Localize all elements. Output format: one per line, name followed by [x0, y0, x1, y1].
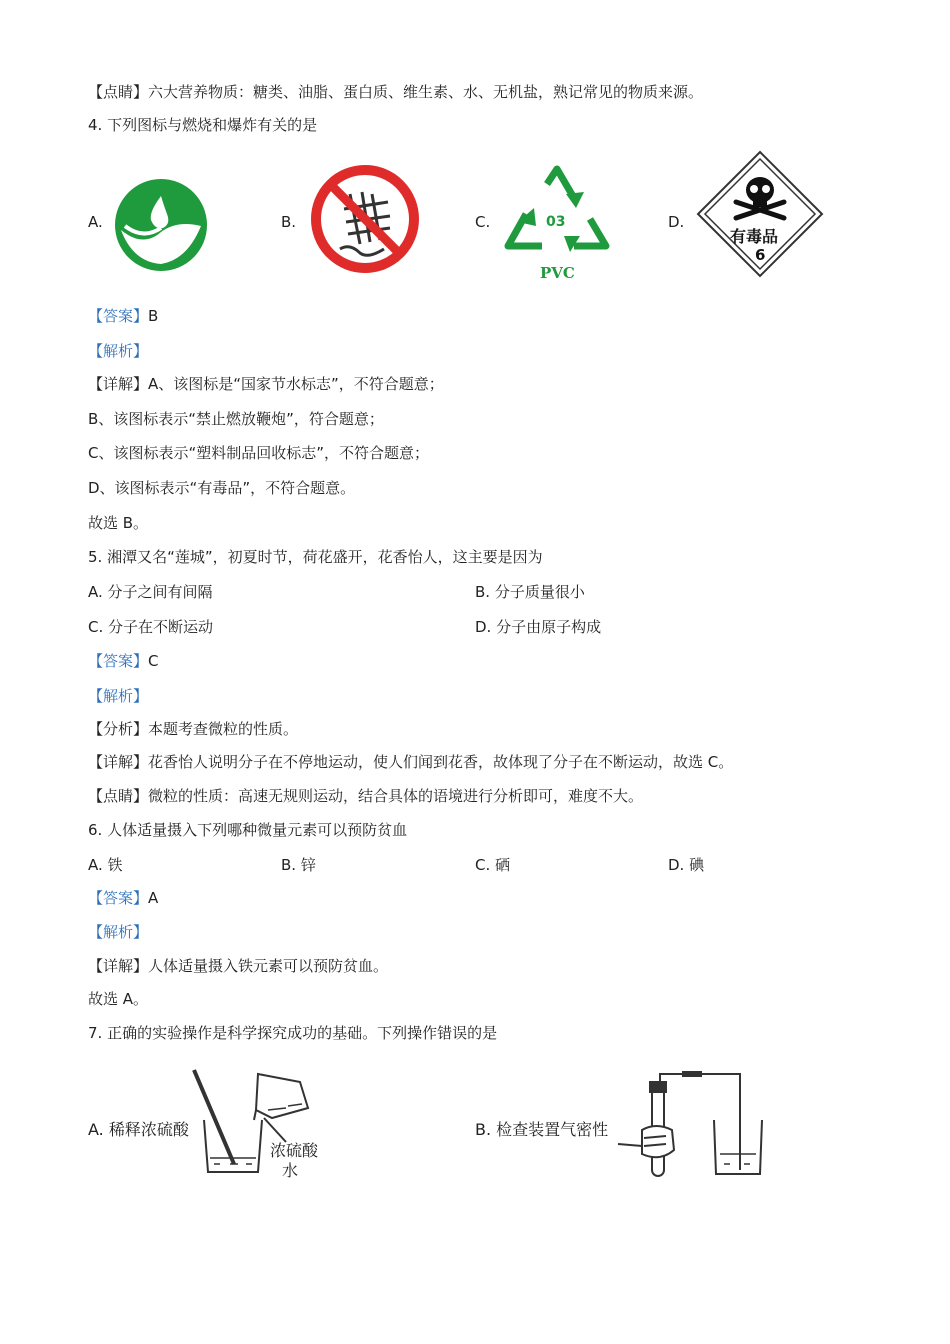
- q5-answer-value: C: [148, 652, 159, 670]
- q4-option-b-label: B.: [281, 213, 297, 231]
- q4-answer-value: B: [148, 307, 159, 325]
- answer-tag: 【答案】: [88, 307, 149, 325]
- q5-stem: 5. 湘潭又名“莲城”，初夏时节，荷花盛开，花香怡人，这主要是因为: [88, 548, 543, 566]
- q6-option-c: C. 硒: [475, 856, 511, 874]
- q4-line-b: B、该图标表示“禁止燃放鞭炮”，符合题意；: [88, 410, 384, 428]
- q6-conclusion: 故选 A。: [88, 990, 149, 1008]
- q6-option-b: B. 锌: [281, 856, 316, 874]
- answer-tag: 【答案】: [88, 889, 149, 907]
- toxic-text: 有毒品: [730, 227, 779, 246]
- q6-option-d: D. 碘: [668, 856, 705, 874]
- q4-stem: 4. 下列图标与燃烧和爆炸有关的是: [88, 116, 318, 134]
- q7-option-b: B. 检查装置气密性: [475, 1120, 609, 1139]
- q7-stem: 7. 正确的实验操作是科学探究成功的基础。下列操作错误的是: [88, 1024, 498, 1042]
- answer-tag: 【答案】: [88, 652, 149, 670]
- q4-line-c: C、该图标表示“塑料制品回收标志”，不符合题意；: [88, 444, 430, 462]
- q4-option-c-label: C.: [475, 213, 491, 231]
- q5-option-b: B. 分子质量很小: [475, 583, 585, 601]
- q4-analysis-tag: 【解析】: [88, 342, 149, 360]
- pvc-code: 03: [546, 214, 566, 230]
- q5-answer: [88, 651, 159, 671]
- q4-answer: [88, 306, 158, 326]
- q6-detail: 【详解】人体适量摄入铁元素可以预防贫血。: [88, 957, 389, 975]
- q4-option-a-label: A.: [88, 213, 103, 231]
- q7-label-acid: 浓硫酸: [270, 1141, 319, 1160]
- toxic-number: 6: [755, 246, 766, 264]
- q7-label-water: 水: [282, 1161, 299, 1180]
- q6-answer-value: A: [148, 889, 159, 907]
- pvc-text: PVC: [540, 264, 575, 282]
- q5-option-a: A. 分子之间有间隔: [88, 583, 213, 601]
- dilute-acid-diagram: [190, 1068, 330, 1184]
- q5-option-c: C. 分子在不断运动: [88, 618, 214, 636]
- q6-option-a: A. 铁: [88, 856, 123, 874]
- q4-detail: 【详解】A、该图标是“国家节水标志”，不符合题意；: [88, 375, 444, 393]
- q7-option-a: A. 稀释浓硫酸: [88, 1120, 189, 1139]
- q4-line-d: D、该图标表示“有毒品”，不符合题意。: [88, 479, 356, 497]
- water-saving-icon: [113, 178, 209, 276]
- q6-stem: 6. 人体适量摄入下列哪种微量元素可以预防贫血: [88, 821, 408, 839]
- q6-analysis-tag: 【解析】: [88, 923, 149, 941]
- q5-fenxi: 【分析】本题考查微粒的性质。: [88, 720, 299, 738]
- airtightness-diagram: [616, 1070, 766, 1184]
- intro-note: 【点睛】六大营养物质：糖类、油脂、蛋白质、维生素、水、无机盐，熟记常见的物质来源。: [88, 83, 704, 101]
- q4-option-d-label: D.: [668, 213, 685, 231]
- q5-analysis-tag: 【解析】: [88, 687, 149, 705]
- q5-detail: 【详解】花香怡人说明分子在不停地运动，使人们闻到花香，故体现了分子在不断运动，故选 C。: [88, 753, 734, 771]
- no-firecrackers-icon: [310, 164, 420, 278]
- q4-conclusion: 故选 B。: [88, 514, 149, 532]
- q5-dianjing: 【点睛】微粒的性质：高速无规则运动，结合具体的语境进行分析即可，难度不大。: [88, 787, 644, 805]
- q5-option-d: D. 分子由原子构成: [475, 618, 602, 636]
- q6-answer: [88, 888, 158, 908]
